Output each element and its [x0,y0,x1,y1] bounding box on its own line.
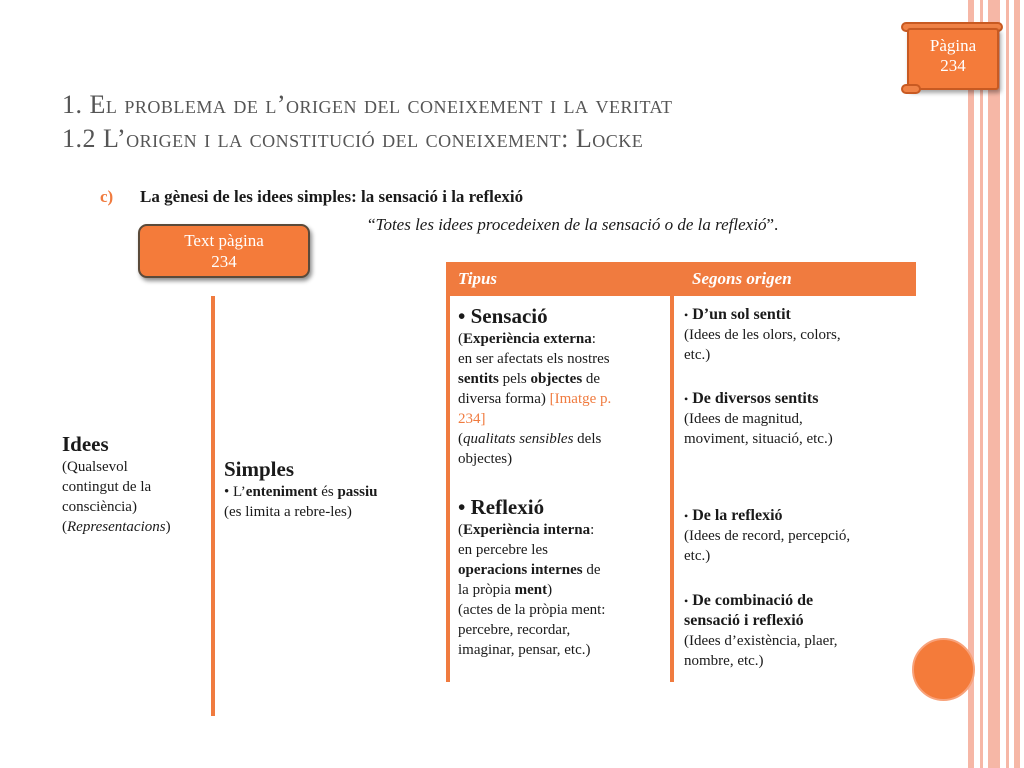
origen-b-title: • De diversos sentits [684,390,819,407]
reflexio-line: operacions internes de [458,562,601,578]
simples-block [224,456,442,522]
reflexio-line: imaginar, pensar, etc.) [458,642,591,658]
text-page-button[interactable] [138,224,310,278]
origen-line: (Idees de les olors, colors, [684,327,841,343]
divider-middle [446,296,450,682]
locke-quote [368,215,778,235]
origen-line: (Idees d’existència, plaer, [684,633,838,649]
origen-c-block [684,506,910,566]
divider-left [211,296,215,716]
sensacio-line: (qualitats sensibles dels [458,431,602,447]
reflexio-title: • Reflexió [458,495,545,519]
slide-subtitle: 1.2 L’origen i la constitució del coneixement: Locke [62,124,644,153]
decorative-circle [912,638,975,701]
sensacio-line: diversa forma) [Imatge p. [458,391,612,407]
sensacio-line: (Experiència externa: [458,331,596,347]
reflexio-block [458,494,668,660]
page-number-badge [901,22,1003,92]
page-number: 234 [940,56,966,75]
header-segons-origen: Segons origen [692,269,792,288]
reflexio-line: (actes de la pròpia ment: [458,602,606,618]
image-link[interactable]: [Imatge p. [549,391,612,407]
idees-line: contingut de la [62,479,152,495]
simples-title: Simples [224,457,295,481]
slide-title: 1. El problema de l’origen del coneixement i la veritat [62,90,673,119]
reflexio-line: en percebre les [458,542,548,558]
text-page-button-number: 234 [211,252,237,271]
header-tipus: Tipus [458,269,498,288]
origen-line: (Idees de record, percepció, [684,528,851,544]
idees-line: consciència) [62,499,137,515]
divider-right [670,296,674,682]
idees-line: (Qualsevol [62,459,128,475]
image-link[interactable]: 234] [458,411,486,427]
sensacio-line: en ser afectats els nostres [458,351,610,367]
quote-open: “ [368,215,376,234]
origen-line: (Idees de magnitud, [684,411,803,427]
origen-line: etc.) [684,548,711,564]
idees-line: (Representacions) [62,519,171,535]
quote-close: ”. [766,215,779,234]
simples-line: (es limita a rebre-les) [224,504,352,520]
page-label: Pàgina [929,36,977,55]
quote-text: Totes les idees procedeixen de la sensació o de la reflexió [375,215,767,234]
origen-line: moviment, situació, etc.) [684,431,833,447]
simples-line: • L’enteniment és passiu [224,484,378,500]
sensacio-line: sentits pels objectes de [458,371,601,387]
origen-d-title: • De combinació de [684,592,814,609]
origen-line: etc.) [684,347,711,363]
idees-block [62,431,208,537]
sensacio-line: objectes) [458,451,513,467]
sensacio-block [458,303,668,469]
reflexio-line: (Experiència interna: [458,522,595,538]
sensacio-title: • Sensació [458,304,548,328]
origen-b-block [684,389,910,449]
scroll-bottom-curl [901,84,921,94]
decorative-stripes [964,0,1024,768]
origen-a-block [684,305,910,365]
reflexio-line: percebre, recordar, [458,622,571,638]
table-header-bar [446,262,916,296]
reflexio-line: la pròpia ment) [458,582,553,598]
origen-line: nombre, etc.) [684,653,764,669]
section-letter: c) [100,187,114,206]
origen-d-title2: sensació i reflexió [684,612,804,629]
text-page-button-label: Text pàgina [184,231,264,250]
page-number-text [907,36,999,76]
idees-title: Idees [62,432,109,456]
section-text: La gènesi de les idees simples: la sensació i la reflexió [140,187,524,206]
section-heading [100,187,523,207]
origen-c-title: • De la reflexió [684,507,783,524]
origen-a-title: • D’un sol sentit [684,306,791,323]
origen-d-block [684,591,910,671]
